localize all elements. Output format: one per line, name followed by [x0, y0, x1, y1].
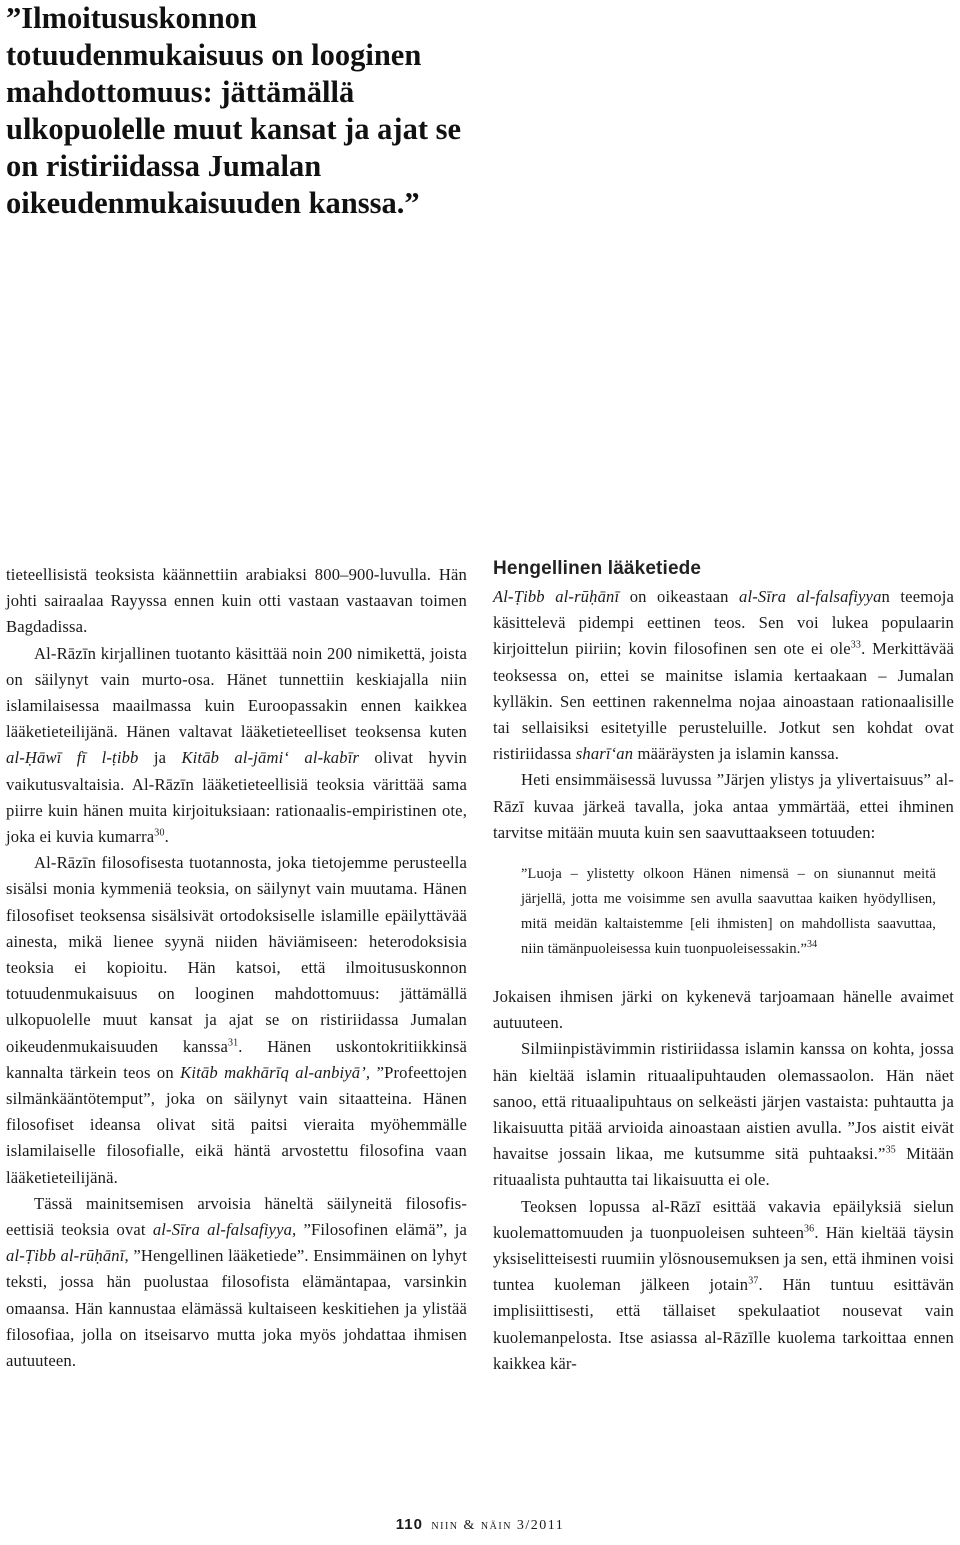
right-column	[493, 556, 954, 1377]
footnote-ref: 33	[850, 639, 862, 651]
paragraph: Al-Rāzīn kirjallinen tuotanto käsittää noin 200 nimikettä, joista on säilynyt vain murto-osa. Hänet tunnettiin keskiajalla niin islamilaisessa maailmassa kuin Euroopassakin ennen kaikkea lääketieteilijänä. Hänen valtavat lääketieteelliset teoksensa kuten al-Ḥāwī fī l-ṭibb ja Kitāb al-jāmi‘ al-kabīr olivat hyvin vaikutusvaltaisia. Al-Rāzīn lääketieteellisiä teoksia värittää sama piirre kuin hänen muita kirjoituksiaan: rationaalis-empiristinen ote, joka ei kuvia kumarra$^{30}$.	[6, 643, 467, 847]
footnote-ref: 36	[804, 1223, 815, 1235]
section-heading: Hengellinen lääketiede	[493, 558, 702, 579]
paragraph: Heti ensimmäisessä luvussa ”Järjen ylistys ja ylivertaisuus” al-Rāzī kuvaa järkeä tavalla, joka antaa ymmärtää, ettei ihminen tarvitse mitään muuta kuin sen saavuttaakseen totuuden:	[493, 770, 954, 842]
paragraph: Jokaisen ihmisen järki on kykenevä tarjoamaan hänelle avaimet autuuteen.	[493, 987, 954, 1033]
paragraph: Al-Ṭibb al-rūḥānī on oikeastaan al-Sīra al-falsafiyyan teemoja käsittelevä pidempi eettinen teos. Sen voi lukea populaarin kirjoittelun piiriin; kovin filosofinen sen ote ei ole$^{33}$. Merkittävää teoksessa on, ettei se mainitse islamia kertaakaan – Jumalan kylläkin. Sen eettinen rakennelma nojaa ainoastaan rationaalisille tai sellaisiksi esitetyille perusteluille. Jotkut sen kohdat ovat ristiriidassa sharī‘an määräysten ja islamin kanssa.	[493, 587, 954, 764]
footnote-ref: 30	[154, 827, 165, 839]
left-column	[6, 562, 467, 1374]
footnote-ref: 35	[885, 1144, 896, 1156]
page-footer	[0, 1516, 960, 1534]
paragraph: Silmiinpistävimmin ristiriidassa islamin kanssa on kohta, jossa hän kieltää islamin rituaalipuhtauden olemassaolon. Hän näet sanoo, että rituaalipuhtaus on selkeästi järjen vastaista: puhtautta ja likaisuutta pitää arvioida ainoastaan aistien avulla. ”Jos aistit eivät havaitse jossain likaa, me kutsumme sitä puhtaaksi.”$^{35}$ Mitään rituaalista puhtautta tai likaisuutta ei ole.	[493, 1039, 954, 1190]
pull-quote: ”Ilmoitususkonnon totuudenmukaisuus on looginen mahdottomuus: jättämällä ulkopuolelle muut kansat ja ajat se on ristiriidassa Jumalan oikeudenmukaisuuden kanssa.”	[6, 1, 462, 220]
footnote-ref: 37	[748, 1275, 759, 1287]
paragraph: Al-Rāzīn filosofisesta tuotannosta, joka tietojemme perusteella sisälsi monia kymmeniä teoksia, on säilynyt vain muutama. Hänen filosofiset teoksensa sisälsivät ortodoksiselle islamille epäilyttävää ainesta, mikä lienee syynä niiden häviämiseen: heterodoksisia teoksia ei kopioitu. Hän katsoi, että ilmoitususkonnon totuudenmukaisuus on looginen mahdottomuus: jättämällä ulkopuolelle muut kansat ja ajat se on ristiriidassa Jumalan oikeudenmukaisuuden kanssa$^{31}$. Hänen uskontokritiikkinsä kannalta tärkein teos on Kitāb makhārīq al-anbiyā’, ”Profeettojen silmänkääntötemput”, joka on säilynyt vain sitaatteina. Hänen filosofiset ideansa olivat sitä paitsi vieraita myöhemmälle islamilaiselle filosofialle, eikä häntä arvostettu filosofina vaan lääketieteilijänä.	[6, 853, 467, 1187]
footnote-ref: 34	[807, 939, 818, 951]
block-quote: ”Luoja – ylistetty olkoon Hänen nimensä – on siunannut meitä järjellä, jotta me voisimme sen avulla saavuttaa kaiken hyödyllisen, mitä meidän kaltaistemme [eli ihmisten] on mahdollista saavuttaa, niin tämänpuoleisessa kuin tuonpuoleisessakin.”$^{34}$	[521, 866, 936, 958]
journal-name: niin & näin 3/2011	[431, 1518, 565, 1533]
paragraph: Teoksen lopussa al-Rāzī esittää vakavia epäilyksiä sielun kuolemattomuuden ja tuonpuoleisen suhteen$^{36}$. Hän kieltää täysin yksiselitteisesti ruumiin ylösnousemuksen ja sen, että ihminen voisi tuntea kuoleman jälkeen jotain$^{37}$. Hän tuntuu esittävän implisiittisesti, että tällaiset spekulaatiot nousevat vain kuolemanpelosta. Itse asiassa al-Rāzīlle kuolema tarkoittaa ennen kaikkea kär-	[493, 1196, 954, 1373]
page-number: 110	[395, 1516, 423, 1533]
footnote-ref: 31	[227, 1037, 239, 1049]
paragraph: Tässä mainitsemisen arvoisia häneltä säilyneitä filosofis-eettisiä teoksia ovat al-Sīra al-falsafiyya, ”Filosofinen elämä”, ja al-Ṭibb al-rūḥānī, ”Hengellinen lääketiede”. Ensimmäinen on lyhyt teksti, jossa hän puolustaa filosofista elämäntapaa, varsinkin omaansa. Hän kannustaa elämässä kultaiseen keskitiehen ja ylistää filosofiaa, jolla on itseisarvo mutta joka myös johdattaa ihmisen autuuteen.	[6, 1193, 467, 1371]
paragraph: tieteellisistä teoksista käännettiin arabiaksi 800–900-luvulla. Hän johti sairaalaa Rayyssa ennen kuin otti vastaan vastaavan toimen Bagdadissa.	[6, 565, 467, 637]
